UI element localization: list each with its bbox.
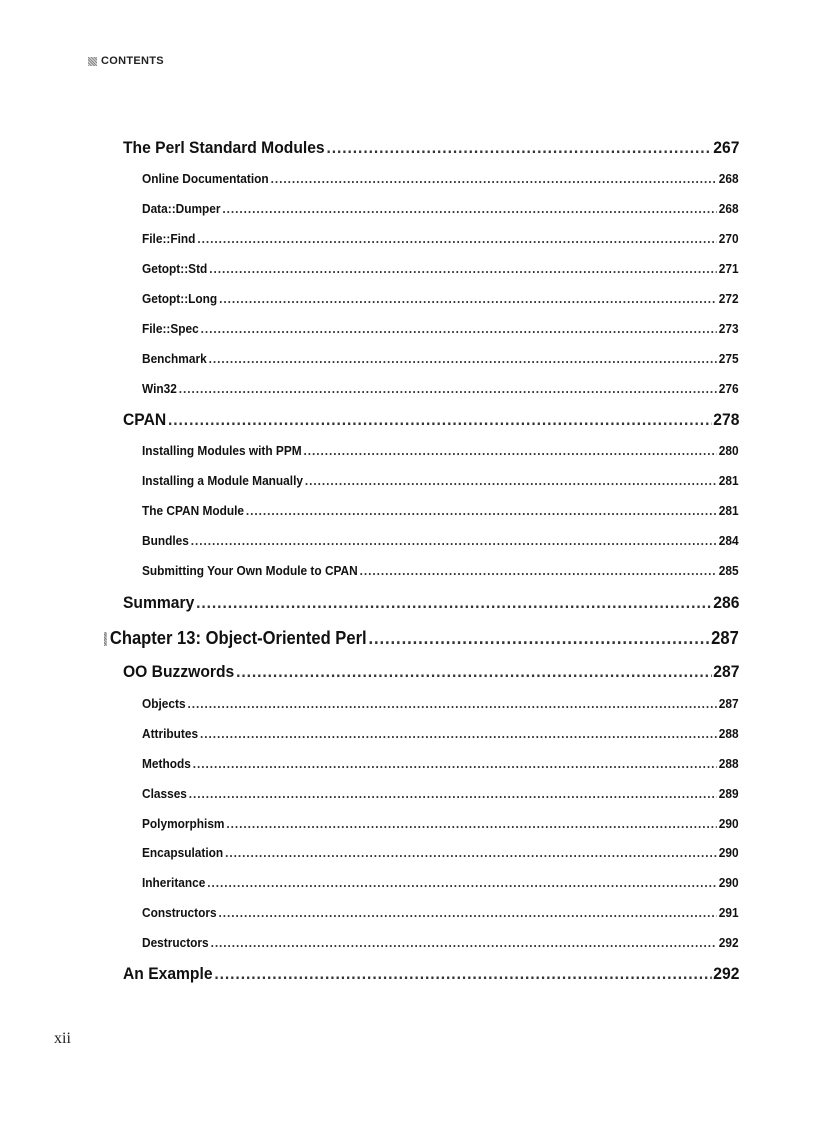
- toc-entry-page: 288: [718, 727, 739, 741]
- dot-leader: [211, 936, 717, 950]
- toc-entry-page: 268: [718, 202, 739, 216]
- dot-leader: [193, 757, 717, 771]
- toc-entry[interactable]: [142, 474, 739, 488]
- toc-entry[interactable]: [142, 727, 739, 741]
- dot-leader: [201, 322, 717, 336]
- dot-leader: [226, 817, 716, 831]
- toc-entry[interactable]: [142, 936, 739, 950]
- toc-entry-page: 291: [718, 906, 739, 920]
- toc-entry[interactable]: [142, 817, 739, 831]
- toc-entry[interactable]: [123, 410, 739, 430]
- dot-leader: [214, 964, 711, 984]
- toc-entry[interactable]: [142, 564, 739, 578]
- dot-leader: [168, 410, 711, 430]
- toc-entry[interactable]: [142, 262, 739, 276]
- toc-entry-title: Win32: [142, 382, 177, 396]
- toc-entry-page: 281: [718, 474, 739, 488]
- toc-entry-title: Objects: [142, 697, 186, 711]
- toc-entry-page: 286: [713, 593, 740, 612]
- toc-entry-title: OO Buzzwords: [123, 662, 235, 681]
- toc-entry-page: 287: [713, 662, 740, 681]
- page-number: xii: [54, 1030, 71, 1047]
- toc-entry-title: Data::Dumper: [142, 202, 221, 216]
- toc-entry-title: File::Spec: [142, 322, 199, 336]
- toc-entry-title: Constructors: [142, 906, 217, 920]
- toc-entry-page: 284: [718, 534, 739, 548]
- toc-entry-title: Online Documentation: [142, 172, 269, 186]
- toc-entry[interactable]: [142, 697, 739, 711]
- toc-entry-page: 290: [718, 876, 739, 890]
- toc-entry-title: Benchmark: [142, 352, 207, 366]
- toc-entry[interactable]: [123, 138, 739, 158]
- dot-leader: [236, 662, 711, 682]
- toc-entry[interactable]: [142, 534, 739, 548]
- toc-entry[interactable]: [142, 444, 739, 458]
- toc-entry-page: 292: [713, 964, 740, 983]
- toc-entry[interactable]: [142, 172, 739, 186]
- toc-entry-title: Polymorphism: [142, 817, 225, 831]
- toc-entry[interactable]: [142, 787, 739, 801]
- toc-entry[interactable]: [104, 628, 739, 649]
- toc-entry-title: The CPAN Module: [142, 504, 245, 518]
- toc-entry-title: Bundles: [142, 534, 189, 548]
- toc-entry-page: 273: [718, 322, 739, 336]
- dot-leader: [187, 697, 716, 711]
- toc-entry-title: Submitting Your Own Module to CPAN: [142, 564, 358, 578]
- dot-leader: [304, 444, 717, 458]
- dot-leader: [191, 534, 717, 548]
- dot-leader: [326, 138, 711, 158]
- toc-entry[interactable]: [142, 906, 739, 920]
- toc-entry-title: Installing Modules with PPM: [142, 444, 302, 458]
- toc-entry-page: 285: [718, 564, 739, 578]
- dot-leader: [222, 202, 716, 216]
- toc-entry[interactable]: [142, 352, 739, 366]
- dot-leader: [225, 846, 717, 860]
- dot-leader: [246, 504, 717, 518]
- toc-entry-title: File::Find: [142, 232, 196, 246]
- toc-entry-page: 288: [718, 757, 739, 771]
- toc-entry-title: Destructors: [142, 936, 209, 950]
- toc-entry-page: 267: [713, 138, 740, 157]
- toc-entry[interactable]: [142, 757, 739, 771]
- dot-leader: [200, 727, 717, 741]
- toc-entry-page: 271: [718, 262, 739, 276]
- toc-entry-page: 275: [718, 352, 739, 366]
- toc-entry-title: Installing a Module Manually: [142, 474, 303, 488]
- toc-entry-title: Getopt::Long: [142, 292, 218, 306]
- toc-entry[interactable]: [142, 846, 739, 860]
- dot-leader: [179, 382, 717, 396]
- toc-entry-title: Methods: [142, 757, 191, 771]
- toc-entry[interactable]: [142, 876, 739, 890]
- toc-entry-page: 287: [718, 697, 739, 711]
- toc-entry[interactable]: [142, 292, 739, 306]
- header-label: CONTENTS: [101, 55, 164, 67]
- toc-entry[interactable]: [142, 382, 739, 396]
- toc-entry-title: Inheritance: [142, 876, 206, 890]
- toc-entry-page: 272: [718, 292, 739, 306]
- toc-entry-title: An Example: [123, 964, 213, 983]
- dot-leader: [189, 787, 717, 801]
- dot-leader: [209, 262, 717, 276]
- toc-entry-title: Summary: [123, 593, 195, 612]
- toc-entry[interactable]: [142, 504, 739, 518]
- toc-entry-title: The Perl Standard Modules: [123, 138, 325, 157]
- dot-leader: [218, 906, 716, 920]
- toc-entry[interactable]: [123, 662, 739, 682]
- toc-entry-page: 276: [718, 382, 739, 396]
- toc-entry-page: 290: [718, 846, 739, 860]
- dot-leader: [196, 593, 711, 613]
- chapter-marker-icon: [104, 632, 107, 646]
- toc-entry[interactable]: [142, 322, 739, 336]
- toc-entry-title: CPAN: [123, 410, 167, 429]
- toc-entry-title: Attributes: [142, 727, 199, 741]
- dot-leader: [305, 474, 717, 488]
- toc-entry-page: 270: [718, 232, 739, 246]
- toc-entry-title: Encapsulation: [142, 846, 224, 860]
- toc-entry-page: 287: [711, 628, 739, 648]
- toc-entry-title: Getopt::Std: [142, 262, 208, 276]
- dot-leader: [207, 876, 717, 890]
- toc-entry-page: 292: [718, 936, 739, 950]
- dot-leader: [197, 232, 717, 246]
- toc-entry-page: 268: [718, 172, 739, 186]
- dot-leader: [209, 352, 717, 366]
- dot-leader: [271, 172, 717, 186]
- toc-entry-page: 290: [718, 817, 739, 831]
- toc-entry-page: 278: [713, 410, 740, 429]
- toc-entry[interactable]: [123, 964, 739, 984]
- toc-entry[interactable]: [142, 202, 739, 216]
- dot-leader: [368, 628, 709, 649]
- toc-entry-page: 281: [718, 504, 739, 518]
- dot-leader: [219, 292, 717, 306]
- toc-entry-page: 280: [718, 444, 739, 458]
- toc-entry[interactable]: [142, 232, 739, 246]
- toc-entry[interactable]: [123, 593, 739, 613]
- toc-entry-page: 289: [718, 787, 739, 801]
- toc-entry-title: Chapter 13: Object-Oriented Perl: [109, 628, 367, 648]
- dot-leader: [360, 564, 717, 578]
- toc-entry-title: Classes: [142, 787, 187, 801]
